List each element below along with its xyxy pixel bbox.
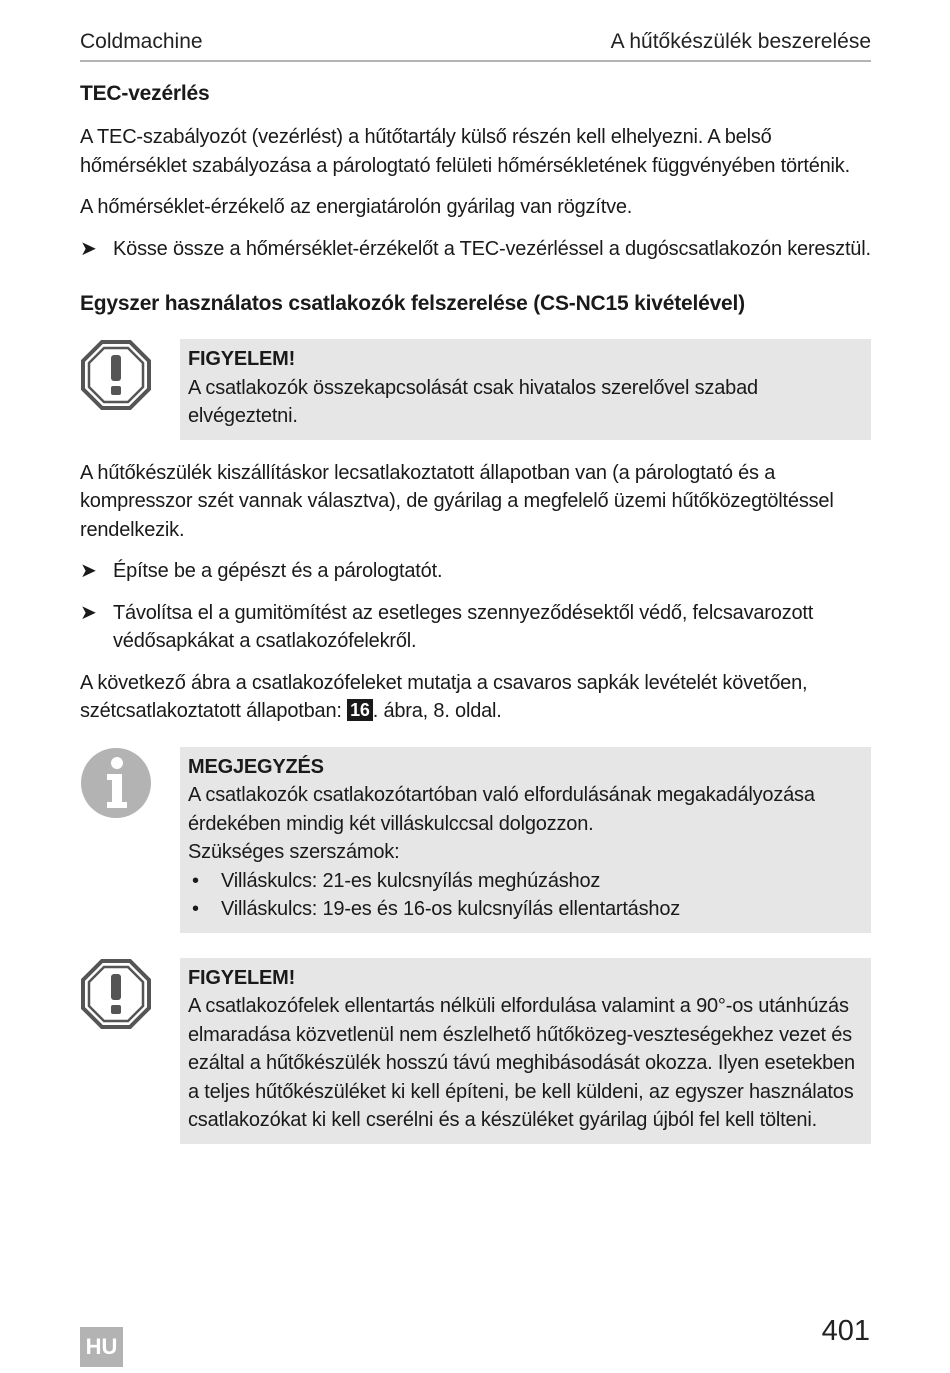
warning-text: A csatlakozók összekapcsolását csak hivatalos szerelővel szabad elvégeztetni. [188,376,758,427]
tec-instruction-text: Kösse össze a hőmérséklet-érzékelőt a TEC-vezérléssel a dugóscsatlakozón keresztül. [113,237,871,260]
bullet-dot-icon: • [192,898,199,920]
tools-label: Szükséges szerszámok: [188,841,400,863]
warning-octagon-icon [80,339,152,411]
warning-notice-1 [80,339,871,440]
note-title: MEGJEGYZÉS [188,755,324,778]
tec-heading: TEC-vezérlés [80,82,210,105]
warning-title: FIGYELEM! [188,966,296,989]
list-item [188,867,863,896]
arrow-bullet-icon: ➤ [80,237,97,260]
tec-instruction [80,235,871,264]
language-badge: HU [80,1327,123,1367]
figure-number-badge: 16 [347,699,373,721]
note-box [180,747,871,933]
page-number: 401 [821,1315,870,1347]
tec-paragraph-2: A hőmérséklet-érzékelő az energiatárolón gyárilag van rögzítve. [80,196,633,218]
info-circle-icon [80,747,152,819]
connectors-instruction-1 [80,557,871,586]
warning-box-1 [180,339,871,440]
connectors-paragraph-1: A hűtőkészülék kiszállításkor lecsatlakoztatott állapotban van (a párologtató és a kompresszor szét vannak választva), de gyárilag a megfelelő üzemi hűtőközegtöltéssel rendelkezik. [80,461,834,541]
warning-notice-2 [80,958,871,1144]
header-chapter-title: A hűtőkészülék beszerelése [610,30,871,53]
note-text: A csatlakozók csatlakozótartóban való elfordulásának megakadályozása érdekében mindig két villáskulccsal dolgozzon. [188,784,815,835]
warning-octagon-icon [80,958,152,1030]
arrow-bullet-icon: ➤ [80,601,97,624]
note-notice [80,747,871,933]
tools-list [188,867,863,924]
bullet-dot-icon: • [192,869,199,892]
connectors-heading: Egyszer használatos csatlakozók felszerelése (CS-NC15 kivételével) [80,292,745,315]
figure-reference-lead: A következő ábra a csatlakozófeleket mutatja a csavaros sapkák levételét követően, szétcsatlakoztatott állapotban: [80,671,808,722]
header-divider [80,60,871,62]
tool-item-text: Villáskulcs: 19-es és 16-os kulcsnyílás ellentartáshoz [221,898,681,920]
list-item [188,895,863,924]
arrow-bullet-icon: ➤ [80,560,97,582]
tec-paragraph-1: A TEC-szabályozót (vezérlést) a hűtőtartály külső részén kell elhelyezni. A belső hőmérséklet szabályozása a párologtató felületi hőmérsékletének függvényében történik. [80,126,850,177]
figure-reference-tail: . ábra, 8. oldal. [372,700,502,722]
warning-title: FIGYELEM! [188,348,296,370]
connectors-instruction-1-text: Építse be a gépészt és a párologtatót. [113,560,443,582]
warning-text: A csatlakozófelek ellentartás nélküli elfordulása valamint a 90°-os utánhúzás elmaradása közvetlenül nem észlelhető hűtőközeg-veszteségekhez vezet és ezáltal a hűtőkészülék hosszú távú meghibásodását okozza. Ilyen esetekben a teljes hűtőkészüléket ki kell építeni, be kell küldeni, az egyszer használatos csatlakozókat ki kell cserélni és a készüléket gyárilag újból fel kell tölteni. [188,995,855,1131]
tool-item-text: Villáskulcs: 21-es kulcsnyílás meghúzáshoz [221,869,601,892]
page-content [80,80,871,1144]
connectors-instruction-2-text: Távolítsa el a gumitömítést az esetleges szennyeződésektől védő, felcsavarozott védősapkákat a csatlakozófelekről. [113,601,814,652]
connectors-paragraph-2 [80,669,871,726]
connectors-instruction-2 [80,599,871,656]
warning-box-2 [180,958,871,1144]
page-header [80,30,871,54]
header-document-title: Coldmachine [80,30,203,53]
